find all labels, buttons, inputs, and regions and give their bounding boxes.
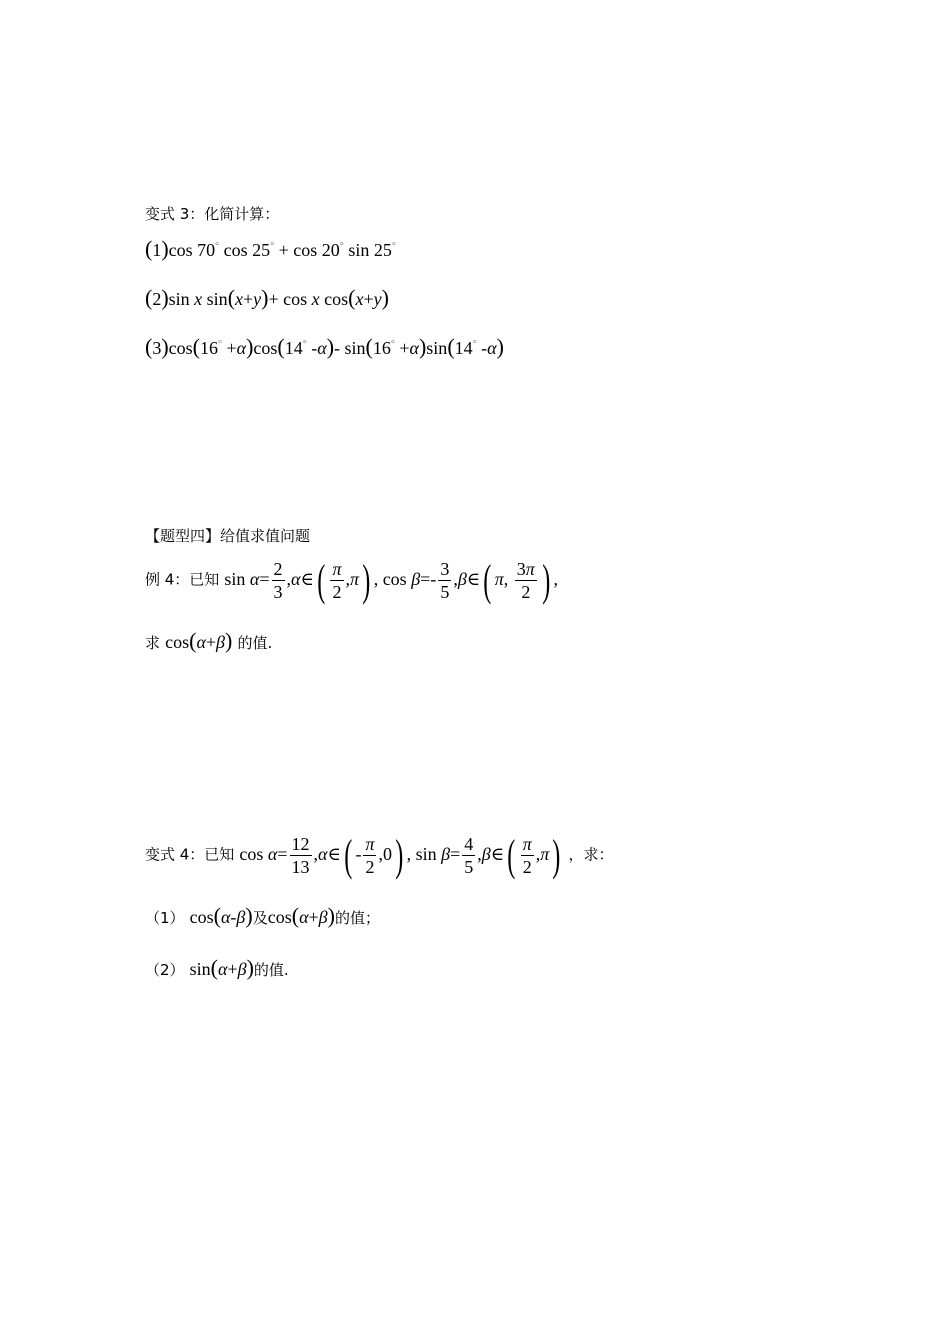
variant3-item-2: (2)sin x sin(x+y)+ cos x cos(x+y)	[145, 285, 389, 310]
variant3-item-1: (1)cos 70° cos 25° + cos 20° sin 25°	[145, 236, 396, 261]
variant4-q1: （1） cos(α-β)及cos(α+β)的值；	[145, 903, 380, 928]
variant4-label: 变式 4：已知	[145, 845, 235, 864]
example4-ask: 求 cos(α+β) 的值.	[145, 628, 273, 653]
section-title-type4: 【题型四】给值求值问题	[145, 527, 311, 545]
example4-ask-expr: cos(α+β)	[165, 628, 233, 653]
variant3-title: 变式 3：化简计算：	[145, 205, 280, 223]
example4-given	[145, 555, 558, 605]
variant4-given: 变式 4：已知 cos α= $\frac{12}{13}$ ,α∈( - $\frac{\pi}{2}$ ,0) , sin β= $\frac{4}{5}$ ,β∈( $\frac{\pi}{2}$ ,π) ，求：	[145, 830, 614, 880]
example4-expr: sin α= $\frac{2}{3}$ ,α∈( $\frac{\pi}{2}$ ,π) , cos β=- $\frac{3}{5}$ ,β∈( π, $\frac{3\pi}{2}$ ) ,	[224, 555, 558, 605]
example4-label: 例 4：已知	[145, 570, 220, 589]
variant3-item-3: (3)cos(16° +α)cos(14° -α)- sin(16° +α)sin(14° -α)	[145, 334, 504, 359]
variant4-expr: cos α= $\frac{12}{13}$ ,α∈( - $\frac{\pi}{2}$ ,0) , sin β= $\frac{4}{5}$ ,β∈( $\frac{\pi}{2}$ ,π)	[239, 830, 561, 880]
variant4-q2: （2） sin(α+β)的值.	[145, 955, 289, 980]
